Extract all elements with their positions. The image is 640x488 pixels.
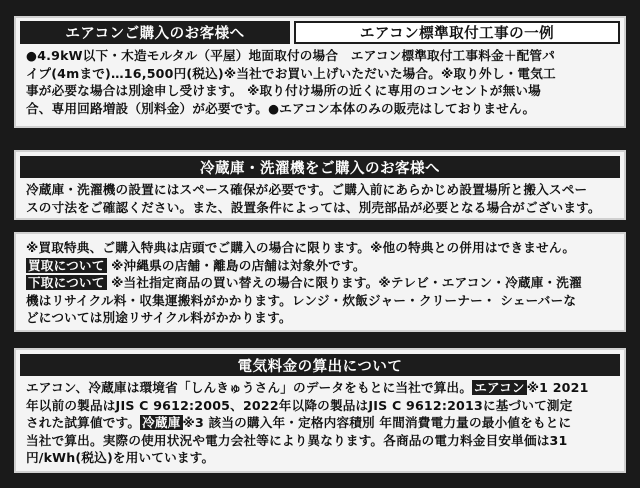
aircon-line: イプ(4mまで)…16,500円(税込)※当社でお買い上げいただいた場合。※取り外し・電気工 (26, 65, 556, 81)
electric-line: 年以前の製品はJIS C 9612:2005、2022年以降の製品はJIS C 9612:2013に基づいて測定 (26, 397, 573, 413)
electric-text: された試算値です。 (26, 415, 141, 431)
electric-header: 電気料金の算出について (20, 354, 620, 376)
aircon-line: 合、専用回路増設（別料金）が必要です。●エアコン本体のみの販売はしておりません。 (26, 100, 536, 116)
notes-line (26, 257, 614, 275)
notes-text: ※当社指定商品の買い替えの場合に限ります。※テレビ・エアコン・冷蔵庫・洗濯 (111, 275, 582, 290)
shitadori-tag: 下取について (28, 275, 105, 290)
aircon-body (16, 44, 624, 117)
fridge-panel (14, 150, 626, 220)
fridge-header: 冷蔵庫・洗濯機をご購入のお客様へ (20, 156, 620, 178)
fridge-line: スの寸法をご確認ください。また、設置条件によっては、別売部品が必要となる場合がございます。 (26, 199, 601, 215)
aircon-panel (14, 16, 626, 128)
notes-panel (14, 232, 626, 332)
notes-line: どについては別途リサイクル料がかかります。 (26, 310, 292, 325)
fridge-body (16, 178, 624, 216)
notes-text: ※沖縄県の店舗・離島の店舗は対象外です。 (111, 257, 366, 273)
electric-text: エアコン、冷蔵庫は環境省「しんきゅうさん」のデータをもとに当社で算出。 (26, 380, 473, 395)
notes-line: ※買取特典、ご購入特典は店頭でご購入の場合に限ります。※他の特典との併用はできません。 (26, 240, 576, 255)
electric-line (26, 414, 614, 432)
aircon-tag: エアコン (474, 380, 525, 395)
electric-line: 当社で算出。実際の使用状況や電力会社等により異なります。各商品の電力料金目安単価は31 (26, 432, 568, 448)
electric-text: ※1 2021 (526, 380, 589, 395)
aircon-customer-header: エアコンご購入のお客様へ (20, 21, 290, 44)
aircon-line: 事が必要な場合は別途申し受けます。 ※取り付け場所の近くに専用のコンセントが無い場 (26, 83, 541, 98)
kaitori-tag: 買取について (28, 257, 105, 273)
electric-panel (14, 348, 626, 473)
electric-line (26, 379, 614, 397)
electric-body (16, 376, 624, 467)
notes-line (26, 274, 614, 292)
notes-body (16, 234, 624, 327)
electric-text: ※3 該当の購入年・定格内容積別 年間消費電力量の最小値をもとに (182, 415, 572, 431)
electric-line: 円/kWh(税込)を用いています。 (26, 450, 215, 466)
fridge-tag: 冷蔵庫 (142, 415, 181, 431)
aircon-line: ●4.9kW以下・木造モルタル（平屋）地面取付の場合 エアコン標準取付工事料金＋配管パ (26, 48, 555, 63)
fridge-line: 冷蔵庫・洗濯機の設置にはスペース確保が必要です。ご購入前にあらかじめ設置場所と搬入スペー (26, 182, 588, 197)
notes-line: 機はリサイクル料・収集運搬料がかかります。レンジ・炊飯ジャー・クリーナー・ シェーバーな (26, 292, 577, 308)
aircon-installation-header: エアコン標準取付工事の一例 (294, 21, 620, 44)
